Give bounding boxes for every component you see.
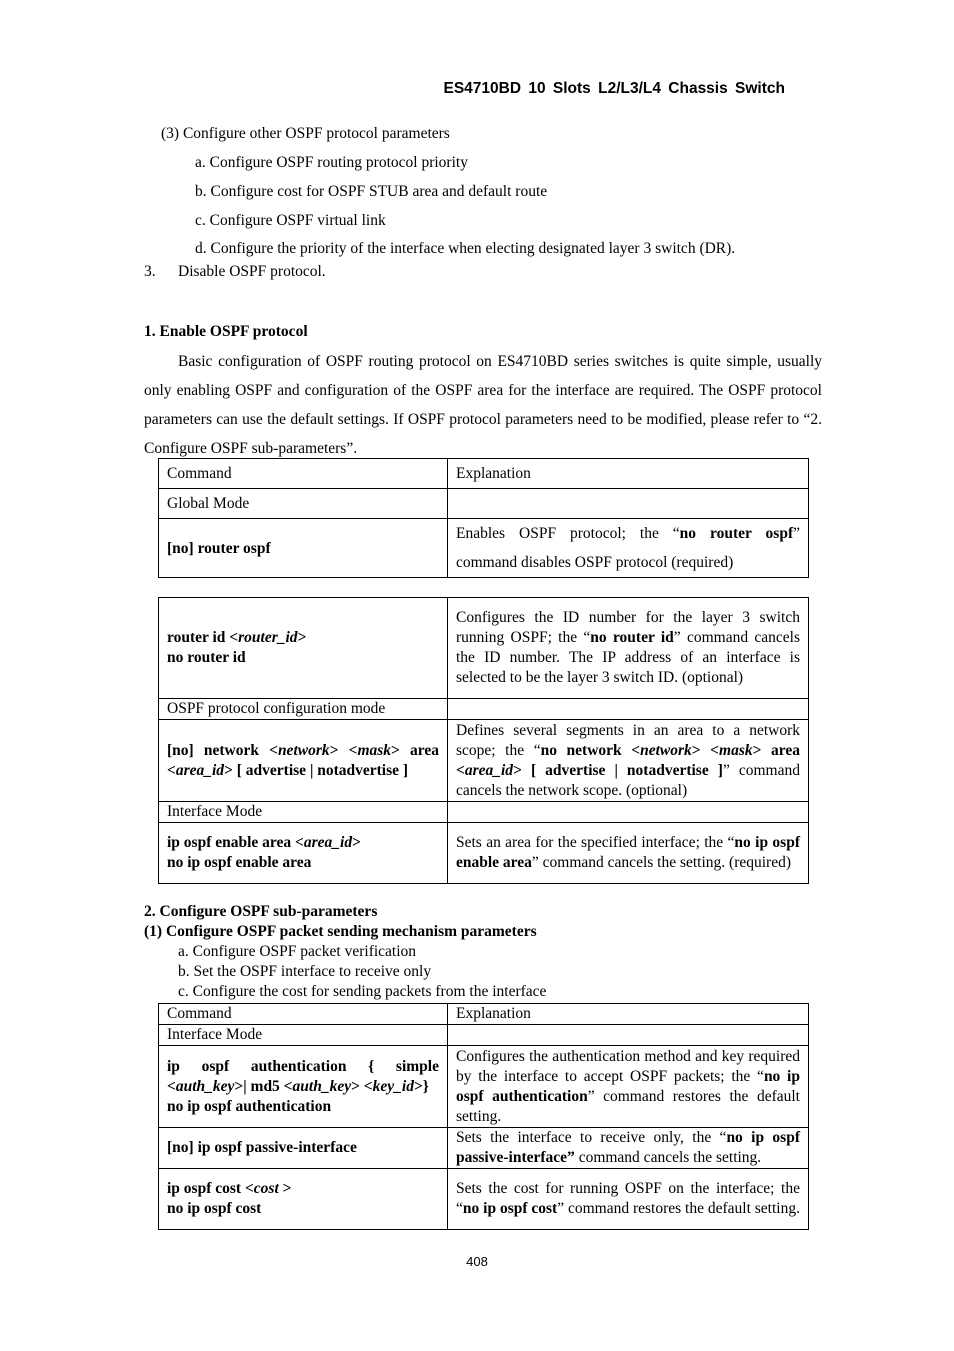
explanation-ip-ospf-cost: Sets the cost for running OSPF on the interface; the “no ip ospf cost” command restores the default setting. [448,1169,809,1230]
table-mode-row [159,802,809,823]
explanation-router-ospf: Enables OSPF protocol; the “no router ospf” command disables OSPF protocol (required) [448,519,809,578]
section1-paragraph [144,347,822,463]
mode-empty-cell [448,489,809,519]
explanation-ip-ospf-enable-area: Sets an area for the specified interface; the “no ip ospf enable area” command cancels the setting. (required) [448,823,809,884]
header-command: Command [159,459,448,489]
table-header-row [159,459,809,489]
outline-item3-b: b. Configure cost for OSPF STUB area and default route [195,183,548,200]
section1-heading: 1. Enable OSPF protocol [144,323,308,340]
outline-item3-c: c. Configure OSPF virtual link [195,212,386,229]
page-header-title: ES4710BD 10 Slots L2/L3/L4 Chassis Switch [443,80,785,97]
explanation-ip-ospf-passive-interface: Sets the interface to receive only, the “no ip ospf passive-interface” command cancels the setting. [448,1128,809,1169]
section2-item-c: c. Configure the cost for sending packets from the interface [178,983,547,1000]
explanation-ip-ospf-authentication: Configures the authentication method and key required by the interface to accept OSPF packets; the “no ip ospf authentication” command restores the default setting. [448,1046,809,1128]
outline-item3-d: d. Configure the priority of the interface when electing designated layer 3 switch (DR). [195,240,736,257]
explanation-router-id: Configures the ID number for the layer 3 switch running OSPF; the “no router id” command cancels the ID number. The IP address of an interface is selected to be the layer 3 switch ID. (optional) [448,598,809,699]
outline-step3-text: Disable OSPF protocol. [178,263,326,280]
table-row [159,720,809,802]
mode-ospf-config: OSPF protocol configuration mode [159,699,448,720]
section1-paragraph-text: Basic configuration of OSPF routing protocol on ES4710BD series switches is quite simple, usually only enabling OSPF and configuration of the OSPF area for the interface are required. The OSPF protocol parameters can use the default settings. If OSPF protocol parameters need to be modified, please refer to “2. Configure OSPF sub-parameters”. [144,353,822,457]
table-row [159,1169,809,1230]
section2-sub1-heading: (1) Configure OSPF packet sending mechanism parameters [144,923,537,940]
header-command: Command [159,1004,448,1025]
table-row [159,823,809,884]
page-number: 408 [466,1254,488,1269]
command-ip-ospf-enable-area: ip ospf enable area <area_id> no ip ospf enable area [159,823,448,884]
table-mode-row [159,489,809,519]
section2-item-a: a. Configure OSPF packet verification [178,943,417,960]
explanation-network: Defines several segments in an area to a network scope; the “no network <network> <mask> area <area_id> [ advertise | notadvertise ]” command cancels the network scope. (optional) [448,720,809,802]
command-router-ospf: [no] router ospf [159,519,448,578]
section2-item-b: b. Set the OSPF interface to receive only [178,963,432,980]
table-sub-parameters [158,1003,809,1230]
table-header-row [159,1004,809,1025]
table-enable-ospf-config [158,597,809,884]
table-mode-row [159,699,809,720]
header-explanation: Explanation [448,459,809,489]
outline-step3-number: 3. [144,263,156,280]
mode-global: Global Mode [159,489,448,519]
mode-interface: Interface Mode [159,1025,448,1046]
table-row [159,598,809,699]
table-row [159,519,809,578]
command-network: [no] network <network> <mask> area <area_id> [ advertise | notadvertise ] [159,720,448,802]
section2-heading: 2. Configure OSPF sub-parameters [144,903,378,920]
mode-interface: Interface Mode [159,802,448,823]
table-row [159,1046,809,1128]
outline-item3-heading: (3) Configure other OSPF protocol parameters [161,125,450,142]
mode-empty-cell [448,699,809,720]
command-ip-ospf-authentication: ip ospf authentication { simple <auth_key>| md5 <auth_key> <key_id>} no ip ospf authentication [159,1046,448,1128]
command-ip-ospf-cost: ip ospf cost <cost > no ip ospf cost [159,1169,448,1230]
header-explanation: Explanation [448,1004,809,1025]
table-enable-ospf-global [158,458,809,578]
mode-empty-cell [448,802,809,823]
table-mode-row [159,1025,809,1046]
command-router-id: router id <router_id> no router id [159,598,448,699]
outline-item3-a: a. Configure OSPF routing protocol priority [195,154,468,171]
mode-empty-cell [448,1025,809,1046]
command-ip-ospf-passive-interface: [no] ip ospf passive-interface [159,1128,448,1169]
table-row [159,1128,809,1169]
